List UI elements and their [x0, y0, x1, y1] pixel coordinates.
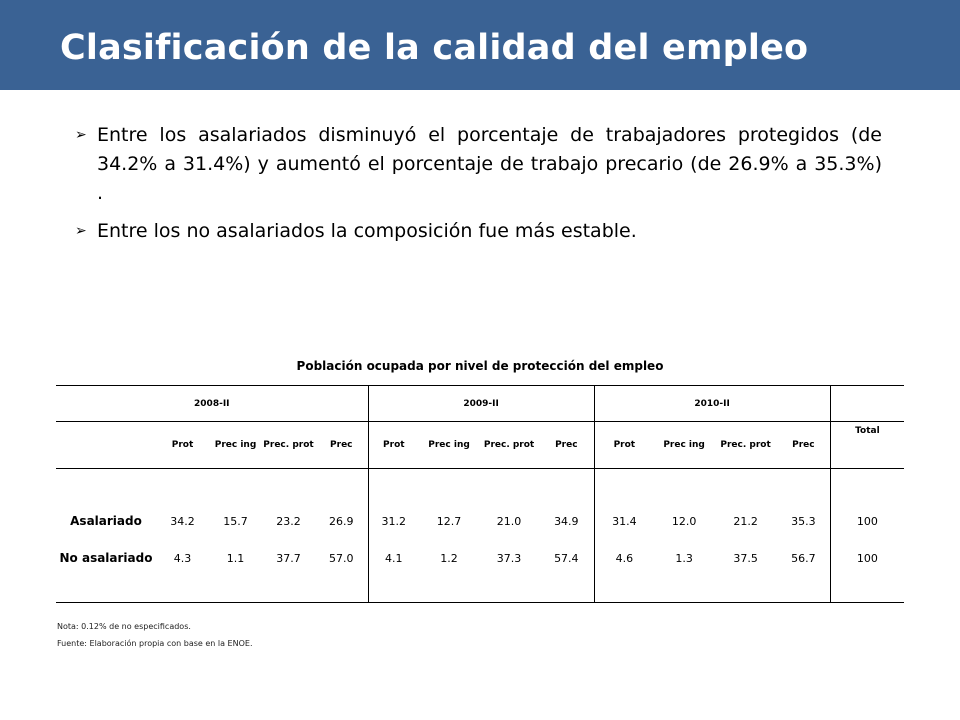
source-text: Fuente: Elaboración propia con base en la ENOE. [57, 639, 253, 648]
bullet-text: Entre los asalariados disminuyó el porcentaje de trabajadores protegidos (de 34.2% a 31.4%) y aumentó el porcentaje de trabajo precario (de 26.9% a 35.3%) . [97, 124, 882, 204]
column-header: Prec ing [419, 422, 479, 469]
empty-header-cell [56, 422, 156, 469]
table-cell: 35.3 [777, 504, 830, 538]
subheader-row [56, 422, 904, 469]
table-cell: 1.2 [440, 551, 458, 565]
table-cell: 4.3 [173, 551, 192, 565]
spacer-row [56, 469, 904, 505]
column-header: Prec. prot [262, 422, 315, 469]
year-header: 2009-II [368, 386, 594, 422]
slide-title: Clasificación de la calidad del empleo [60, 28, 809, 68]
table-cell: 1.3 [675, 551, 693, 565]
table-title: Población ocupada por nivel de protección del empleo [296, 359, 664, 373]
table-row [56, 504, 904, 538]
column-header: Prec [777, 422, 830, 469]
total-cell: 100 [856, 514, 878, 528]
table-cell: 34.2 [170, 514, 195, 528]
column-header: Prec [539, 422, 594, 469]
column-header: Prot [156, 422, 209, 469]
column-header: Prec [315, 422, 368, 469]
arrow-bullet-icon: ➢ [75, 223, 87, 239]
year-header: 2010-II [594, 386, 830, 422]
column-header: Prec ing [209, 422, 262, 469]
table-cell: 12.0 [671, 514, 697, 528]
table-cell: 21.0 [496, 514, 522, 528]
table-cell: 4.1 [385, 551, 403, 565]
column-header: Prec ing [654, 422, 714, 469]
table-notes [57, 618, 252, 652]
table-cell: 37.5 [733, 551, 758, 565]
column-header: Prot [594, 422, 654, 469]
table-cell: 31.4 [612, 514, 637, 528]
row-label: No asalariado [59, 551, 153, 565]
table-cell: 34.9 [539, 504, 594, 538]
row-label: Asalariado [70, 514, 142, 528]
table-cell: 37.7 [276, 551, 301, 565]
table-cell: 21.2 [733, 514, 758, 528]
total-header: Total [830, 422, 904, 469]
table-cell: 26.9 [315, 504, 368, 538]
table-cell: 15.7 [223, 514, 248, 528]
table-row [56, 538, 904, 578]
column-header: Prec. prot [479, 422, 539, 469]
protection-table [56, 385, 904, 603]
table-cell: 23.2 [276, 514, 301, 528]
bullet-item [72, 121, 882, 208]
note-text: Nota: 0.12% de no especificados. [57, 622, 191, 631]
table-cell: 1.1 [226, 551, 245, 565]
table-cell: 57.0 [315, 538, 368, 578]
table-cell: 12.7 [436, 514, 462, 528]
column-header: Prec. prot [714, 422, 777, 469]
bullet-item [72, 217, 882, 246]
table-cell: 37.3 [496, 551, 522, 565]
empty-header-cell [830, 386, 904, 422]
total-cell: 100 [856, 551, 878, 565]
spacer-row [56, 578, 904, 603]
year-header: 2008-II [56, 386, 368, 422]
bullet-list [72, 121, 882, 255]
year-header-row [56, 386, 904, 422]
table-cell: 57.4 [539, 538, 594, 578]
table-cell: 4.6 [615, 551, 634, 565]
column-header: Prot [368, 422, 419, 469]
arrow-bullet-icon: ➢ [75, 127, 87, 143]
table-cell: 31.2 [381, 514, 407, 528]
table-cell: 56.7 [777, 538, 830, 578]
bullet-text: Entre los no asalariados la composición fue más estable. [97, 220, 637, 242]
